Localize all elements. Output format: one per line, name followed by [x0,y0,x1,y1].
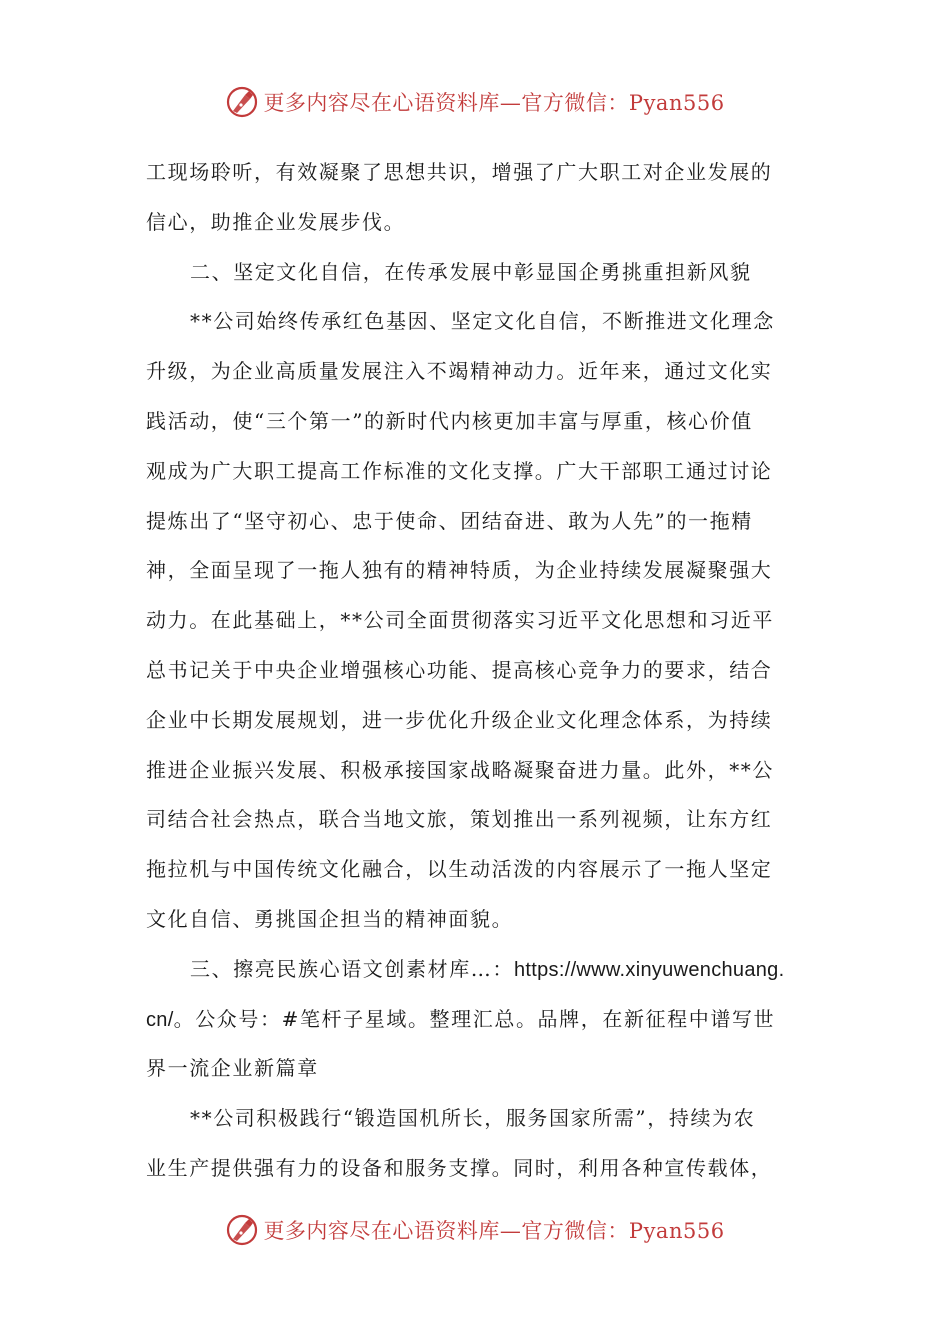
document-body [146,148,806,1194]
heading-text: 三、擦亮民族心语文创素材库…： [190,956,514,981]
paragraph-line: 升级，为企业高质量发展注入不竭精神动力。近年来，通过文化实 [146,359,773,384]
paragraph-line: 拖拉机与中国传统文化融合，以生动活泼的内容展示了一拖人坚定 [146,857,773,882]
paragraph-line: 信心，助推企业发展步伐。 [146,209,406,234]
paragraph-line: 提炼出了“坚守初心、忠于使命、团结奋进、敢为人先”的一拖精 [146,508,753,533]
paragraph-line: 企业中长期发展规划，进一步优化升级企业文化理念体系，为持续 [146,707,773,732]
paragraph-line: 总书记关于中央企业增强核心功能、提高核心竞争力的要求，结合 [146,657,773,682]
section-heading-2: 二、坚定文化自信，在传承发展中彰显国企勇挑重担新风貌 [190,259,752,284]
url-text-part2: cn/ [146,1008,174,1031]
watermark-text: 更多内容尽在心语资料库—官方微信：Pyan556 [263,1219,725,1243]
paragraph-line: **公司积极践行“锻造国机所长，服务国家所需”，持续为农 [190,1106,756,1131]
paragraph-line [146,995,806,1045]
paragraph-line: 工现场聆听，有效凝聚了思想共识，增强了广大职工对企业发展的 [146,160,773,184]
pen-nib-logo-icon [225,85,259,119]
paragraph-line: 观成为广大职工提高工作标准的文化支撑。广大干部职工通过讨论 [146,458,773,483]
paragraph-line: 文化自信、勇挑国企担当的精神面貌。 [146,906,514,931]
paragraph-line: 践活动，使“三个第一”的新时代内核更加丰富与厚重，核心价值 [146,408,753,433]
paragraph-line: 神，全面呈现了一拖人独有的精神特质，为企业持续发展凝聚强大 [146,558,773,583]
heading-continuation: 。公众号：#笔杆子星域。整理汇总。品牌，在新征程中谱写世 [173,1006,776,1031]
paragraph-line: 业生产提供强有力的设备和服务支撑。同时，利用各种宣传载体， [146,1155,773,1180]
paragraph-line: 司结合社会热点，联合当地文旅，策划推出一系列视频，让东方红 [146,807,773,832]
footer-watermark [0,1210,950,1250]
section-heading-3 [146,945,806,995]
url-text-part1: https://www.xinyuwenchuang. [514,958,785,981]
header-watermark [0,82,950,122]
paragraph-line: 界一流企业新篇章 [146,1056,319,1081]
pen-nib-logo-icon [225,1213,259,1247]
paragraph-line: 推进企业振兴发展、积极承接国家战略凝聚奋进力量。此外，**公 [146,757,774,782]
paragraph-line: 动力。在此基础上，**公司全面贯彻落实习近平文化思想和习近平 [146,608,774,633]
watermark-text: 更多内容尽在心语资料库—官方微信：Pyan556 [263,91,725,115]
paragraph-line: **公司始终传承红色基因、坚定文化自信，不断推进文化理念 [190,309,775,334]
